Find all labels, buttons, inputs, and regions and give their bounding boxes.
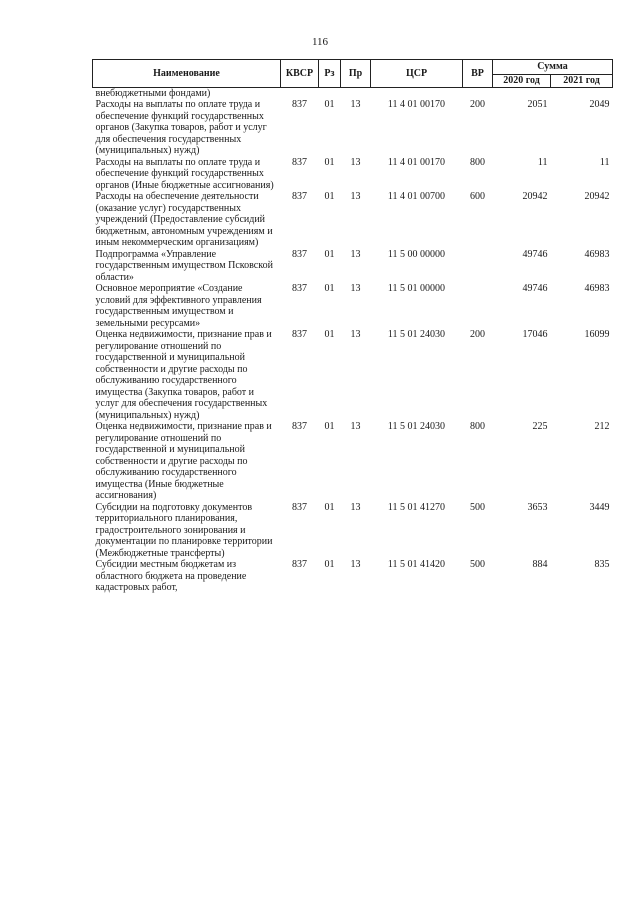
cell-vr: 600 — [470, 191, 485, 202]
continuation-text: внебюджетными фондами) — [95, 87, 211, 99]
header-year-2021: 2021 год — [551, 75, 613, 88]
cell-vr: 200 — [470, 99, 485, 110]
table-row — [93, 502, 613, 560]
cell-name: Расходы на выплаты по оплате труда и обеспечение функций государственных органов (Закупка товаров, работ и услуг для обеспечения государственных (муниципальных) нужд) — [95, 99, 267, 156]
cell-pr: 13 — [350, 99, 361, 110]
cell-csr: 11 4 01 00170 — [387, 99, 446, 110]
cell-vr: 500 — [470, 501, 485, 513]
cell-csr: 11 4 01 00170 — [387, 156, 446, 168]
table-row — [93, 191, 613, 249]
table-row — [93, 421, 613, 502]
table-header — [93, 60, 613, 88]
cell-csr: 11 5 01 24030 — [387, 329, 446, 340]
header-csr: ЦСР — [371, 60, 463, 88]
budget-table — [92, 59, 613, 594]
cell-pr: 13 — [350, 156, 361, 168]
cell-pr: 13 — [350, 248, 361, 260]
cell-sum-2021: 2049 — [589, 99, 610, 110]
cell-sum-2020: 884 — [532, 559, 548, 570]
cell-rz: 01 — [324, 156, 335, 168]
header-sum: Сумма — [493, 60, 613, 75]
cell-kvsr: 837 — [292, 559, 307, 570]
cell-sum-2020: 3653 — [527, 501, 548, 513]
cell-vr: 200 — [470, 329, 485, 340]
cell-sum-2021: 46983 — [584, 283, 610, 294]
cell-rz: 01 — [324, 329, 335, 340]
cell-pr: 13 — [350, 191, 361, 202]
cell-kvsr: 837 — [292, 501, 307, 513]
table-row — [93, 249, 613, 284]
cell-name: Подпрограмма «Управление государственным имуществом Псковской области» — [95, 248, 273, 283]
page-number: 116 — [311, 36, 329, 48]
header-rz: Рз — [319, 60, 341, 88]
cell-rz: 01 — [324, 248, 335, 260]
cell-name: Субсидии на подготовку документов территориального планирования, градостроительного зонирования и документации по планировке территории (Межбюджетные трансферты) — [95, 501, 273, 559]
continuation-row — [93, 87, 613, 99]
cell-csr: 11 5 01 00000 — [387, 283, 446, 294]
cell-rz: 01 — [324, 501, 335, 513]
cell-csr: 11 5 01 24030 — [387, 421, 446, 432]
cell-sum-2020: 49746 — [522, 248, 548, 260]
cell-csr: 11 5 00 00000 — [387, 248, 446, 260]
cell-kvsr: 837 — [292, 248, 307, 260]
cell-sum-2021: 835 — [594, 559, 610, 570]
table-row — [93, 99, 613, 157]
cell-sum-2021: 11 — [599, 156, 610, 168]
cell-kvsr: 837 — [292, 99, 307, 110]
cell-pr: 13 — [350, 559, 361, 570]
cell-pr: 13 — [350, 501, 361, 513]
cell-name: Оценка недвижимости, признание прав и регулирование отношений по государственной и муниципальной собственности и другие расходы по обслуживанию государственного имущества (Иные бюджетные ассигнования) — [95, 421, 272, 501]
cell-sum-2021: 16099 — [584, 329, 610, 340]
header-name: Наименование — [93, 60, 281, 88]
header-kvsr: КВСР — [281, 60, 319, 88]
header-vr: ВР — [463, 60, 493, 88]
table-row — [93, 157, 613, 192]
cell-pr: 13 — [350, 283, 361, 294]
cell-sum-2021: 212 — [594, 421, 610, 432]
table-row — [93, 559, 613, 594]
cell-sum-2021: 20942 — [584, 191, 610, 202]
cell-rz: 01 — [324, 283, 335, 294]
budget-table-wrapper — [92, 59, 612, 594]
cell-name: Расходы на обеспечение деятельности (оказание услуг) государственных учреждений (Предоставление субсидий бюджетным, автономным учреждениям и иным некоммерческим организациям) — [95, 191, 273, 248]
cell-sum-2021: 46983 — [584, 248, 610, 260]
cell-kvsr: 837 — [292, 191, 307, 202]
cell-sum-2020: 11 — [537, 156, 548, 168]
cell-kvsr: 837 — [292, 283, 307, 294]
table-row — [93, 329, 613, 421]
cell-sum-2020: 17046 — [522, 329, 548, 340]
cell-csr: 11 5 01 41270 — [387, 501, 446, 513]
cell-vr — [463, 249, 493, 284]
cell-name: Расходы на выплаты по оплате труда и обеспечение функций государственных органов (Иные бюджетные ассигнования) — [95, 156, 274, 191]
cell-sum-2020: 2051 — [527, 99, 548, 110]
header-pr: Пр — [341, 60, 371, 88]
table-row — [93, 283, 613, 329]
cell-vr: 800 — [470, 156, 485, 168]
cell-rz: 01 — [324, 421, 335, 432]
cell-name: Субсидии местным бюджетам из областного бюджета на проведение кадастровых работ, — [95, 559, 247, 593]
cell-sum-2020: 49746 — [522, 283, 548, 294]
header-year-2020: 2020 год — [493, 75, 551, 88]
cell-name: Оценка недвижимости, признание прав и регулирование отношений по государственной и муниципальной собственности и другие расходы по обслуживанию государственного имущества (Закупка товаров, работ и услуг для обеспечения государственных (муниципальных) нужд) — [95, 329, 272, 421]
cell-rz: 01 — [324, 191, 335, 202]
cell-name: Основное мероприятие «Создание условий для эффективного управления государственным имуществом и земельными ресурсами» — [95, 283, 262, 329]
cell-pr: 13 — [350, 421, 361, 432]
table-body — [93, 87, 613, 594]
cell-csr: 11 5 01 41420 — [387, 559, 446, 570]
cell-vr: 800 — [470, 421, 485, 432]
cell-kvsr: 837 — [292, 156, 307, 168]
cell-sum-2020: 20942 — [522, 191, 548, 202]
cell-rz: 01 — [324, 99, 335, 110]
cell-kvsr: 837 — [292, 421, 307, 432]
cell-rz: 01 — [324, 559, 335, 570]
cell-pr: 13 — [350, 329, 361, 340]
cell-csr: 11 4 01 00700 — [387, 191, 446, 202]
cell-sum-2020: 225 — [532, 421, 548, 432]
cell-kvsr: 837 — [292, 329, 307, 340]
cell-sum-2021: 3449 — [589, 501, 610, 513]
cell-vr: 500 — [470, 559, 485, 570]
cell-vr — [463, 283, 493, 329]
